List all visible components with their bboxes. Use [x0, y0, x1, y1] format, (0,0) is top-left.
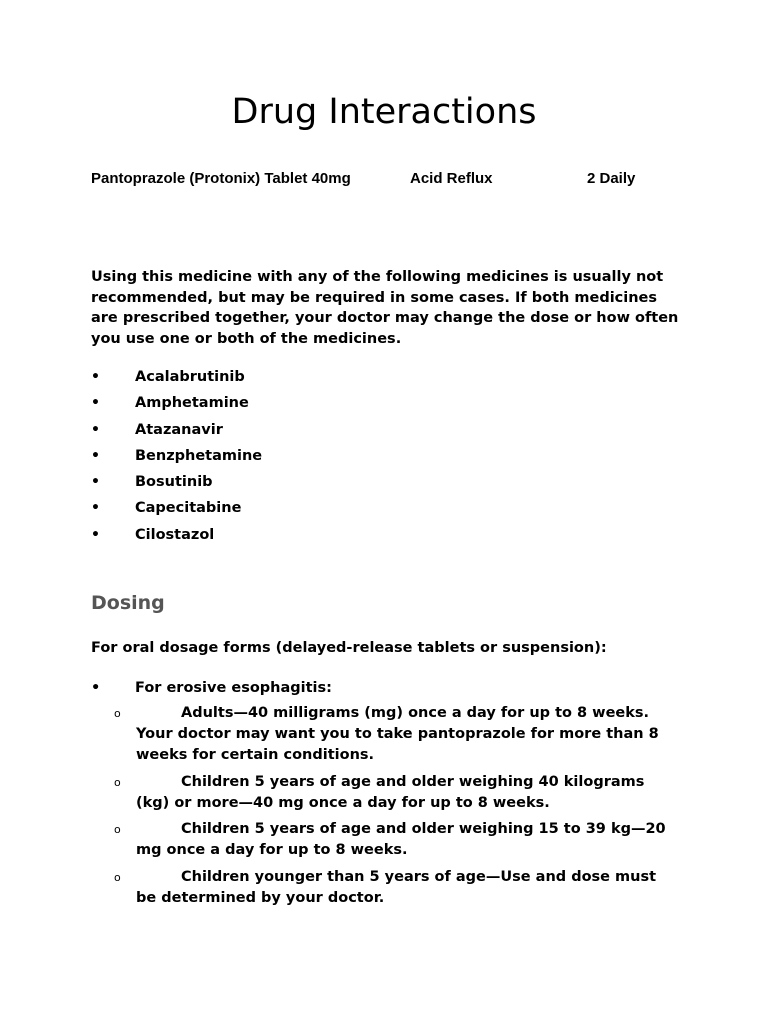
interaction-drug: Acalabrutinib	[135, 369, 245, 385]
interactions-intro: Using this medicine with any of the following medicines is usually not recommended, but may be required in some cases. If both medicines are prescribed together, your doctor may change the dose or how often you use one or both of the medicines.	[91, 269, 679, 347]
circle-bullet-icon: o	[114, 823, 121, 836]
interaction-drug: Bosutinib	[135, 474, 213, 491]
interaction-drug: Amphetamine	[135, 395, 249, 412]
circle-bullet-icon: o	[114, 870, 121, 884]
dosing-lead: For oral dosage forms (delayed-release tablets or suspension):	[91, 640, 607, 656]
bullet-icon: •	[91, 680, 101, 696]
list-item	[114, 867, 674, 909]
medication-frequency: 2 Daily	[587, 170, 636, 187]
circle-bullet-icon: o	[114, 707, 121, 720]
bullet-icon: •	[91, 395, 100, 412]
dosing-instruction: Children 5 years of age and older weighing 15 to 39 kg—20 mg once a day for up to 8 weeks.	[136, 821, 666, 858]
list-item	[114, 703, 674, 766]
medication-name: Pantoprazole (Protonix) Tablet 40mg	[91, 170, 351, 187]
medication-row	[91, 170, 691, 192]
bullet-icon: •	[91, 369, 100, 385]
dosing-instruction: Children 5 years of age and older weighing 40 kilograms (kg) or more—40 mg once a day for up to 8 weeks.	[136, 773, 645, 811]
circle-bullet-icon: o	[114, 775, 121, 789]
list-item	[114, 819, 674, 861]
dosing-list	[114, 703, 674, 914]
bullet-icon: •	[91, 447, 100, 464]
bullet-icon: •	[91, 421, 100, 438]
medication-condition: Acid Reflux	[410, 170, 493, 187]
dosing-condition: For erosive esophagitis:	[135, 680, 332, 696]
interaction-drug: Cilostazol	[135, 526, 215, 543]
list-item	[114, 772, 674, 814]
bullet-icon: •	[91, 526, 100, 543]
interaction-drug: Capecitabine	[135, 500, 242, 517]
interaction-drug: Benzphetamine	[135, 447, 263, 464]
page-title: Drug Interactions	[231, 92, 537, 132]
dosing-instruction: Children younger than 5 years of age—Use and dose must be determined by your doctor.	[136, 868, 657, 906]
dosing-heading: Dosing	[91, 592, 165, 614]
bullet-icon: •	[91, 474, 100, 491]
interaction-drug: Atazanavir	[135, 421, 223, 438]
dosing-instruction: Adults—40 milligrams (mg) once a day for up to 8 weeks. Your doctor may want you to take pantoprazole for more than 8 weeks for certain conditions.	[136, 705, 659, 763]
bullet-icon: •	[91, 500, 100, 517]
